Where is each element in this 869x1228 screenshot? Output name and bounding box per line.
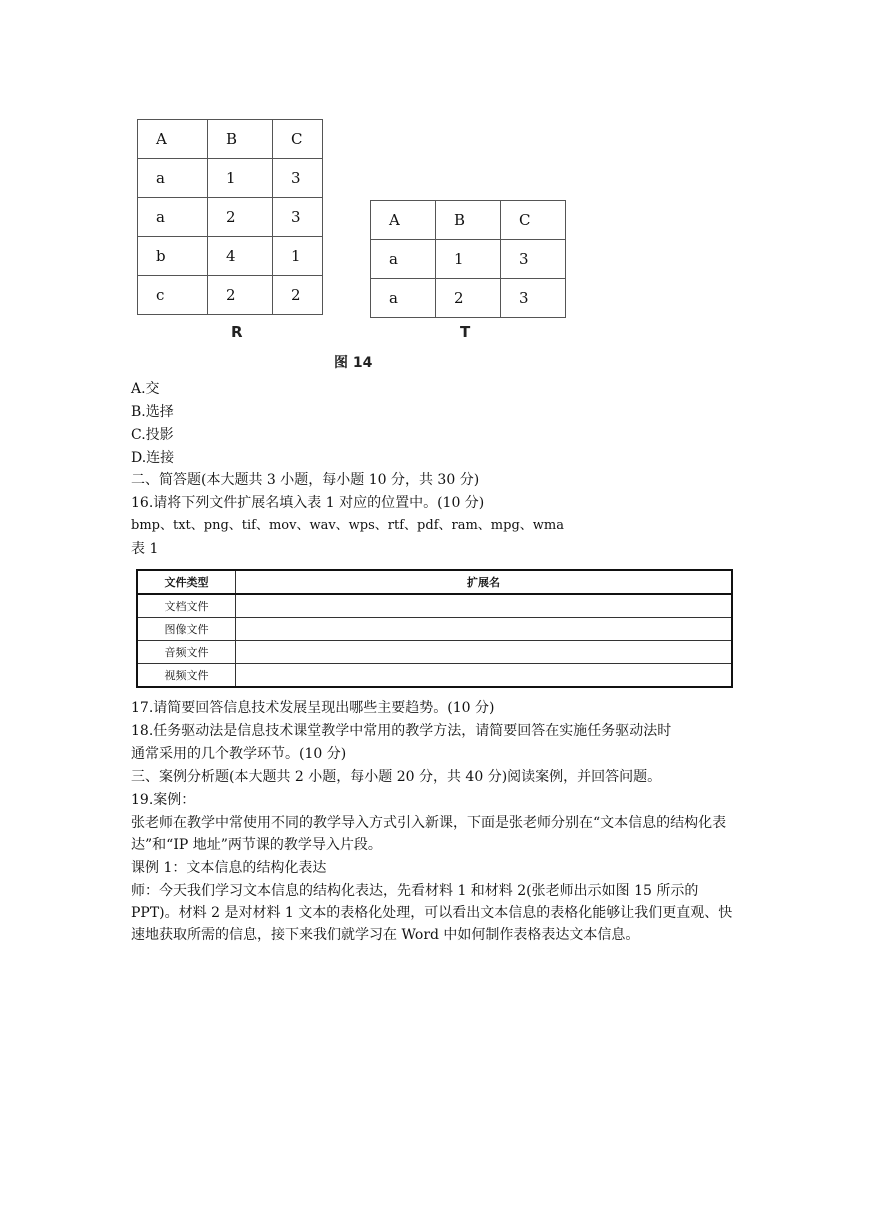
extensions-list: bmp、txt、png、tif、mov、wav、wps、rtf、pdf、ram、mpg、wma bbox=[131, 518, 564, 533]
relation-t-table bbox=[370, 200, 566, 318]
table-cell: 2 bbox=[273, 276, 323, 315]
extension-cell[interactable] bbox=[236, 618, 733, 641]
question-19-label: 19.案例： bbox=[131, 792, 196, 808]
table-cell: a bbox=[138, 198, 208, 237]
section3-title: 三、案例分析题(本大题共 2 小题，每小题 20 分，共 40 分)阅读案例，并回答问题。 bbox=[131, 769, 662, 785]
table1-caption: 表 1 bbox=[131, 541, 159, 557]
table-cell: 4 bbox=[208, 237, 273, 276]
table-row bbox=[138, 237, 323, 276]
table-cell: b bbox=[138, 237, 208, 276]
table-cell: 2 bbox=[436, 279, 501, 318]
table-header-row bbox=[137, 570, 732, 594]
table-cell: C bbox=[501, 201, 566, 240]
question-16: 16.请将下列文件扩展名填入表 1 对应的位置中。(10 分) bbox=[131, 495, 485, 511]
table-cell: 2 bbox=[208, 276, 273, 315]
option-c: C.投影 bbox=[131, 427, 174, 443]
question-18-line1: 18.任务驱动法是信息技术课堂教学中常用的教学方法，请简要回答在实施任务驱动法时 bbox=[131, 723, 672, 739]
table-row bbox=[137, 664, 732, 688]
relation-r-table bbox=[137, 119, 323, 315]
extension-cell[interactable] bbox=[236, 641, 733, 664]
column-header-extension: 扩展名 bbox=[236, 570, 733, 594]
extension-cell[interactable] bbox=[236, 664, 733, 688]
extension-cell[interactable] bbox=[236, 594, 733, 618]
figure-caption: 图 14 bbox=[334, 355, 373, 371]
file-type-table bbox=[136, 569, 733, 688]
table-row bbox=[137, 594, 732, 618]
section2-title: 二、简答题(本大题共 3 小题，每小题 10 分，共 30 分) bbox=[131, 472, 480, 488]
table-row bbox=[137, 618, 732, 641]
relation-r-label: R bbox=[231, 323, 243, 341]
table-cell: 1 bbox=[436, 240, 501, 279]
table-cell: C bbox=[273, 120, 323, 159]
table-cell: 2 bbox=[208, 198, 273, 237]
table-row bbox=[371, 201, 566, 240]
table-row bbox=[137, 641, 732, 664]
table-cell: A bbox=[138, 120, 208, 159]
table-cell: A bbox=[371, 201, 436, 240]
lesson1-title: 课例 1：文本信息的结构化表达 bbox=[131, 860, 327, 876]
question-18-line2: 通常采用的几个教学环节。(10 分) bbox=[131, 746, 347, 762]
table-cell: 3 bbox=[273, 198, 323, 237]
file-type-cell: 图像文件 bbox=[137, 618, 236, 641]
file-type-cell: 音频文件 bbox=[137, 641, 236, 664]
table-row bbox=[138, 198, 323, 237]
table-cell: a bbox=[371, 279, 436, 318]
option-b: B.选择 bbox=[131, 404, 174, 420]
table-cell: a bbox=[371, 240, 436, 279]
table-cell: B bbox=[436, 201, 501, 240]
table-cell: 3 bbox=[273, 159, 323, 198]
table-cell: 3 bbox=[501, 240, 566, 279]
table-cell: a bbox=[138, 159, 208, 198]
table-cell: 1 bbox=[273, 237, 323, 276]
table-cell: c bbox=[138, 276, 208, 315]
question-17: 17.请简要回答信息技术发展呈现出哪些主要趋势。(10 分) bbox=[131, 700, 495, 716]
table-cell: 1 bbox=[208, 159, 273, 198]
file-type-cell: 文档文件 bbox=[137, 594, 236, 618]
column-header-type: 文件类型 bbox=[137, 570, 236, 594]
option-a: A.交 bbox=[131, 381, 160, 397]
relation-t-label: T bbox=[460, 323, 471, 341]
option-d: D.连接 bbox=[131, 450, 175, 466]
table-row bbox=[371, 240, 566, 279]
table-row bbox=[138, 276, 323, 315]
table-row bbox=[138, 120, 323, 159]
table-row bbox=[371, 279, 566, 318]
table-row bbox=[138, 159, 323, 198]
table-cell: B bbox=[208, 120, 273, 159]
file-type-cell: 视频文件 bbox=[137, 664, 236, 688]
lesson1-text: 师：今天我们学习文本信息的结构化表达，先看材料 1 和材料 2(张老师出示如图 15 所示的 PPT)。材料 2 是对材料 1 文本的表格化处理，可以看出文本信息的表格化能够让我们更直观、快速地获取所需的信息，接下来我们就学习在 Word 中如何制作表格表达文本信息。 bbox=[131, 883, 733, 943]
case-intro: 张老师在教学中常使用不同的教学导入方式引入新课，下面是张老师分别在“文本信息的结构化表达”和“IP 地址”两节课的教学导入片段。 bbox=[131, 815, 727, 853]
table-cell: 3 bbox=[501, 279, 566, 318]
